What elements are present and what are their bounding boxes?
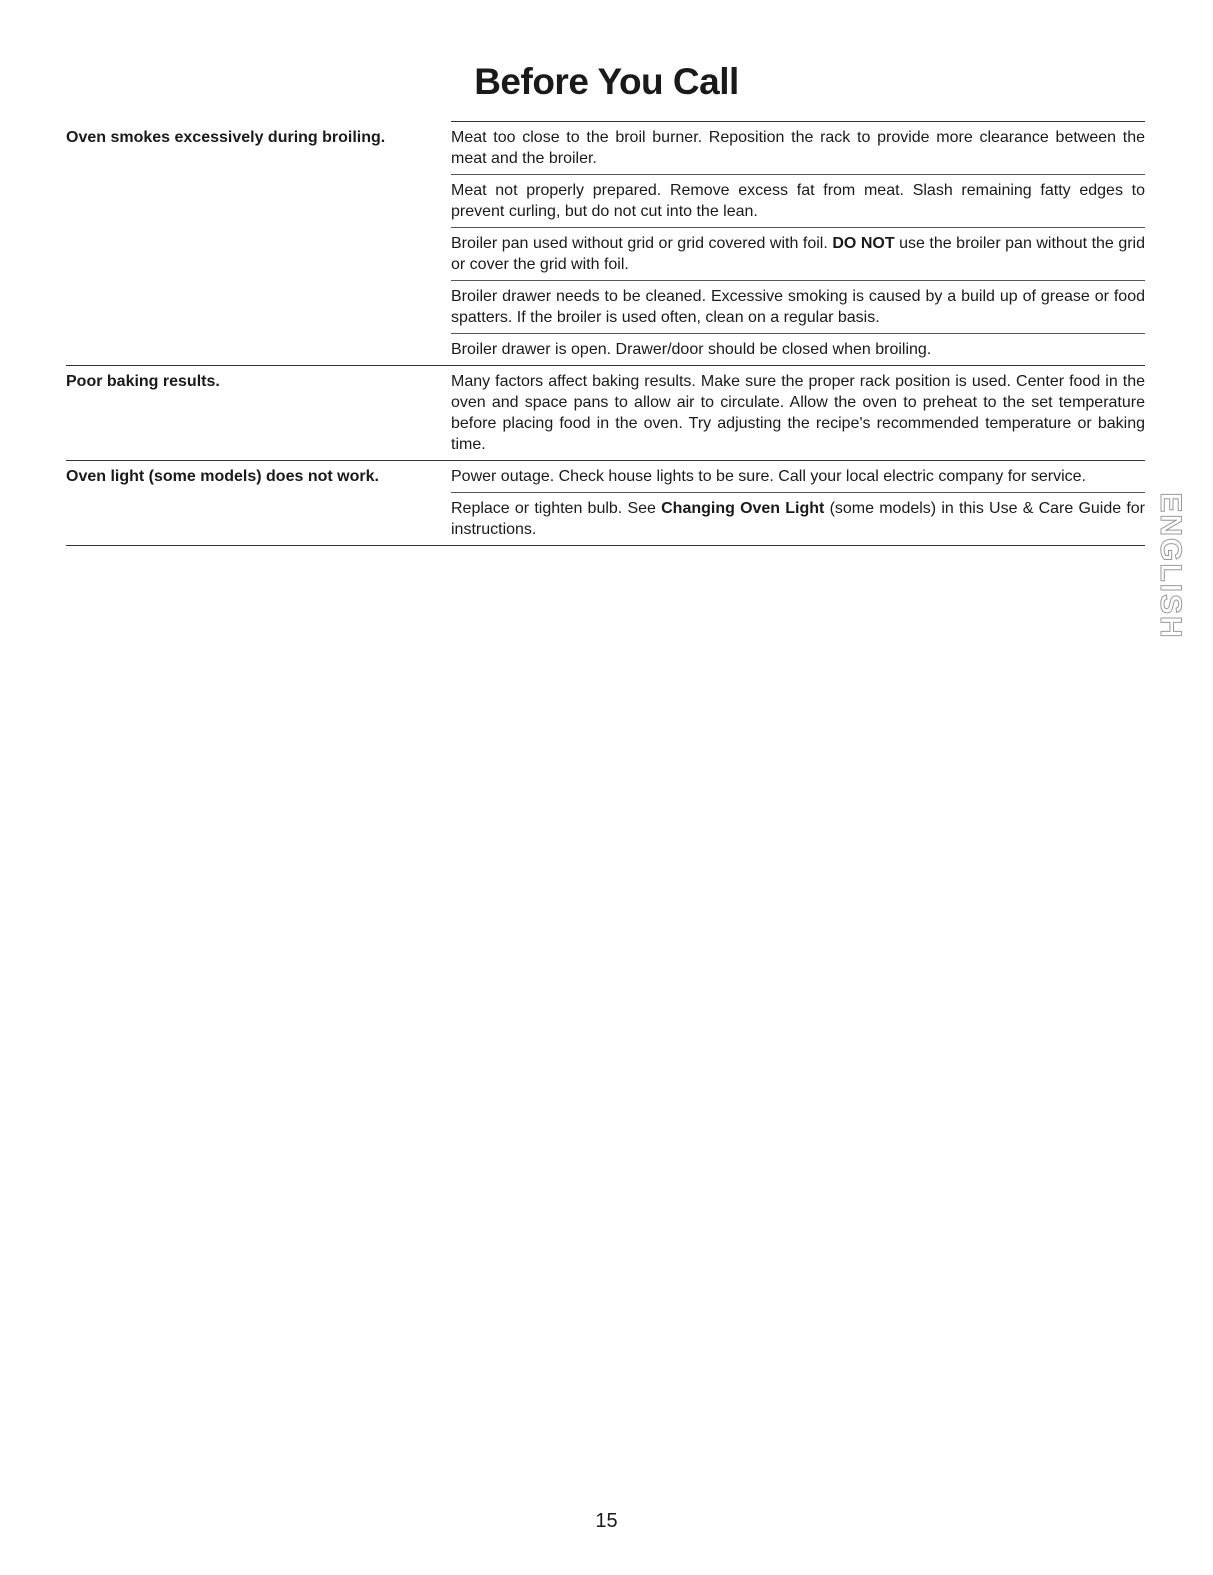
language-side-tab (1152, 492, 1188, 640)
table-row (66, 461, 1145, 546)
solution-text: Replace or tighten bulb. See (451, 500, 662, 517)
page-number: 15 (595, 1510, 618, 1532)
problem-label: Poor baking results. (66, 373, 220, 390)
problem-label: Oven light (some models) does not work. (66, 468, 379, 485)
solution-item: Power outage. Check house lights to be sure. Call your local electric company for service. (451, 468, 1086, 485)
solution-list (451, 122, 1145, 365)
solution-text: use the broiler pan without the grid or cover the grid with foil. (451, 235, 1146, 273)
troubleshooting-table (66, 122, 1145, 546)
solution-item: Meat not properly prepared. Remove excess fat from meat. Slash remaining fatty edges to prevent curling, but do not cut into the lean. (451, 174, 1145, 227)
problem-label: Oven smokes excessively during broiling. (66, 129, 386, 146)
page-title: Before You Call (474, 61, 739, 102)
solution-list (451, 366, 1145, 460)
solution-text: Broiler pan used without grid or grid covered with foil. (451, 235, 833, 252)
language-label: ENGLISH (1154, 492, 1187, 640)
table-row (66, 366, 1145, 461)
solution-emphasis: DO NOT (832, 235, 895, 252)
solution-item (451, 227, 1145, 280)
solution-item: Broiler drawer is open. Drawer/door should be closed when broiling. (451, 333, 1145, 365)
solution-item: Meat too close to the broil burner. Reposition the rack to provide more clearance between the meat and the broiler. (451, 129, 1145, 167)
solution-emphasis: Changing Oven Light (661, 500, 825, 517)
solution-item: Broiler drawer needs to be cleaned. Excessive smoking is caused by a build up of grease or food spatters. If the broiler is used often, clean on a regular basis. (451, 280, 1145, 333)
table-row (66, 122, 1145, 366)
solution-item: Many factors affect baking results. Make sure the proper rack position is used. Center food in the oven and space pans to allow air to circulate. Allow the oven to preheat to the set temperature before placing food in the oven. Try adjusting the recipe's recommended temperature or baking time. (451, 373, 1145, 453)
solution-item (451, 492, 1145, 545)
solution-list (451, 461, 1145, 545)
solution-text: (some models) in this Use & Care Guide for instructions. (451, 500, 1146, 538)
